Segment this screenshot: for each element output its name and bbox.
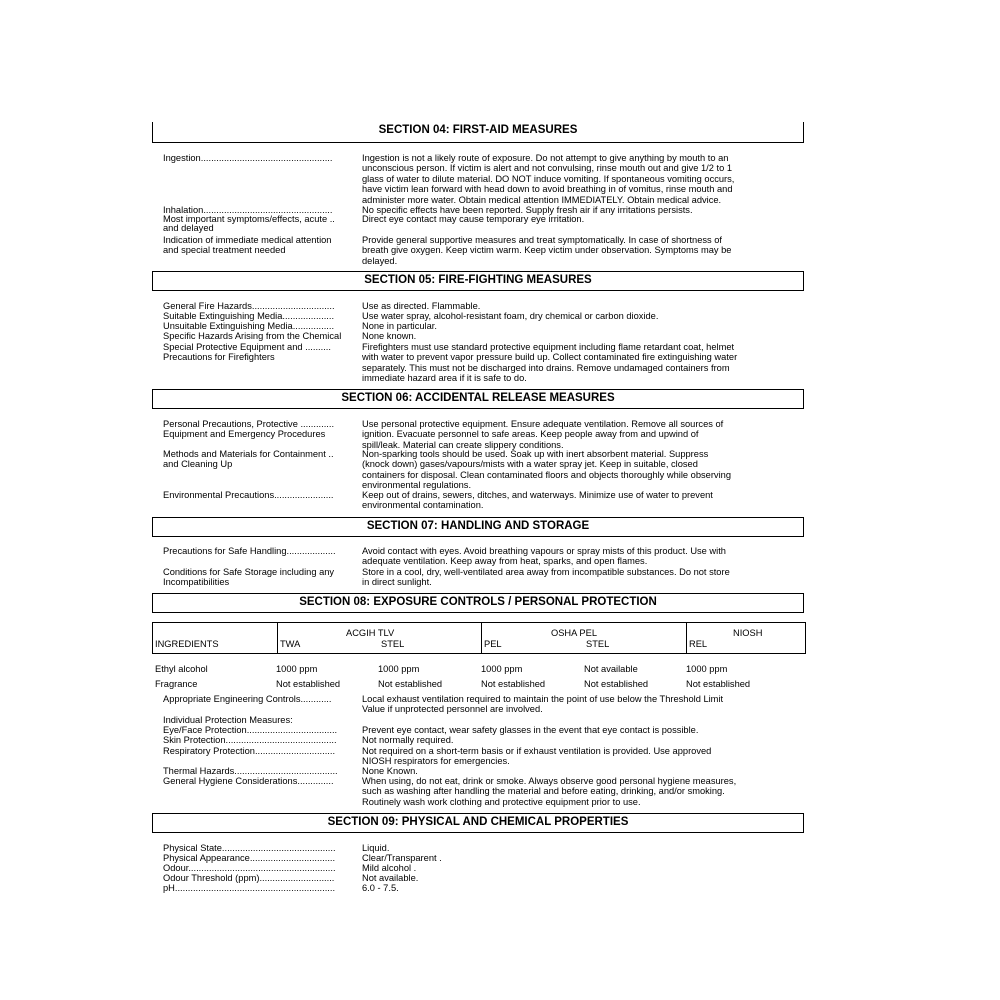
col-ingredients: INGREDIENTS [155, 639, 219, 649]
section-04-header: SECTION 04: FIRST-AID MEASURES [152, 122, 804, 143]
section-09-header: SECTION 09: PHYSICAL AND CHEMICAL PROPERTIES [152, 813, 804, 833]
rel-value: 1000 ppm [686, 664, 728, 674]
section-06-header: SECTION 06: ACCIDENTAL RELEASE MEASURES [152, 389, 804, 409]
ingestion-text-5: administer more water. Obtain medical attention IMMEDIATELY. Obtain medical advice. [362, 194, 722, 205]
physical-appearance-label: Physical Appearance................................. [163, 853, 336, 863]
inhalation-label: Inhalation.................................................. [163, 205, 333, 215]
safe-storage-label-2: Incompatibilities [163, 577, 230, 588]
specific-hazards-text: None known. [362, 331, 417, 341]
protective-label-2: Precautions for Firefighters [163, 352, 275, 363]
fire-hazards-label: General Fire Hazards................................ [163, 301, 335, 311]
safe-handling-text-1: Avoid contact with eyes. Avoid breathing vapours or spray mists of this product. Use with [362, 546, 726, 556]
safe-storage-text-1: Store in a cool, dry, well-ventilated area away from incompatible substances. Do not store [362, 567, 730, 577]
thermal-label: Thermal Hazards........................................ [163, 766, 338, 776]
containment-text-4: environmental regulations. [362, 480, 472, 491]
protective-text-1: Firefighters must use standard protective equipment including flame retardant coat, helmet [362, 342, 735, 352]
safe-handling-label: Precautions for Safe Handling................... [163, 546, 336, 556]
hygiene-text-3: Routinely wash work clothing and protective equipment prior to use. [362, 796, 641, 807]
suitable-media-text: Use water spray, alcohol-resistant foam, dry chemical or carbon dioxide. [362, 311, 659, 321]
medical-label-1: Indication of immediate medical attention [163, 235, 332, 245]
physical-appearance-value: Clear/Transparent . [362, 853, 442, 863]
col-rel: REL [689, 639, 708, 649]
col-acgih-tlv: ACGIH TLV [346, 628, 395, 638]
personal-label-1: Personal Precautions, Protective ............. [163, 419, 335, 429]
symptoms-label-1: Most important symptoms/effects, acute .. [163, 214, 335, 224]
symptoms-text: Direct eye contact may cause temporary eye irritation. [362, 214, 585, 224]
col-twa: TWA [280, 639, 301, 649]
stel-value: 1000 ppm [378, 664, 420, 674]
odour-threshold-value: Not available. [362, 873, 419, 883]
medical-label-2: and special treatment needed [163, 245, 286, 256]
col-pel: PEL [484, 639, 502, 649]
engineering-text-1: Local exhaust ventilation required to maintain the point of use below the Threshold Limit [362, 694, 724, 704]
safe-storage-text-2: in direct sunlight. [362, 577, 432, 588]
pel-value: Not established [481, 679, 546, 689]
protective-label-1: Special Protective Equipment and .......... [163, 342, 331, 352]
rel-value: Not established [686, 679, 751, 689]
respiratory-text-2: NIOSH respirators for emergencies. [362, 756, 510, 767]
environmental-text-2: environmental contamination. [362, 500, 484, 511]
odour-value: Mild alcohol . [362, 863, 417, 873]
suitable-media-label: Suitable Extinguishing Media.................... [163, 311, 335, 321]
symptoms-label-2: and delayed [163, 223, 214, 233]
engineering-label: Appropriate Engineering Controls............ [163, 694, 332, 704]
containment-label-1: Methods and Materials for Containment .. [163, 449, 334, 459]
hygiene-text-1: When using, do not eat, drink or smoke. Always observe good personal hygiene measures, [362, 776, 737, 786]
section-05-header: SECTION 05: FIRE-FIGHTING MEASURES [152, 271, 804, 291]
safe-handling-text-2: adequate ventilation. Keep away from heat, sparks, and open flames. [362, 556, 648, 567]
skin-protection-label: Skin Protection........................................... [163, 735, 337, 745]
environmental-text-1: Keep out of drains, sewers, ditches, and waterways. Minimize use of water to prevent [362, 490, 713, 500]
twa-value: 1000 ppm [276, 664, 318, 674]
protective-text-2: with water to prevent vapor pressure build up. Collect contaminated fire extinguishing water [362, 352, 738, 363]
table-row [155, 664, 805, 676]
pel-value: 1000 ppm [481, 664, 523, 674]
containment-text-2: (knock down) gases/vapours/mists with a water spray jet. Keep in suitable, closed [362, 459, 698, 470]
personal-text-3: spill/leak. Material can create slippery conditions. [362, 439, 564, 450]
eye-protection-text: Prevent eye contact, wear safety glasses in the event that eye contact is possible. [362, 725, 699, 735]
containment-text-3: containers for disposal. Clean contaminated floors and objects thoroughly while observing [362, 469, 731, 480]
respiratory-label: Respiratory Protection............................... [163, 746, 336, 756]
physical-state-label: Physical State............................................ [163, 843, 336, 853]
medical-text-1: Provide general supportive measures and treat symptomatically. In case of shortness of [362, 235, 722, 245]
personal-text-2: ignition. Evacuate personnel to safe areas. Keep people away from and upwind of [362, 429, 699, 440]
environmental-label: Environmental Precautions....................... [163, 490, 334, 500]
ingredient-name: Fragrance [155, 679, 198, 689]
ingredient-name: Ethyl alcohol [155, 664, 208, 674]
engineering-text-2: Value if unprotected personnel are involved. [362, 704, 543, 715]
protective-text-3: separately. This must not be discharged into drains. Remove undamaged containers from [362, 362, 730, 373]
skin-protection-text: Not normally required. [362, 735, 454, 745]
osha-stel-value: Not established [584, 679, 649, 689]
medical-attention-row [163, 235, 783, 267]
unsuitable-media-label: Unsuitable Extinguishing Media................ [163, 321, 335, 331]
fire-hazards-text: Use as directed. Flammable. [362, 301, 481, 311]
hygiene-label: General Hygiene Considerations.............. [163, 776, 334, 786]
personal-text-1: Use personal protective equipment. Ensure adequate ventilation. Remove all sources of [362, 419, 724, 429]
section-08-header: SECTION 08: EXPOSURE CONTROLS / PERSONAL PROTECTION [152, 593, 804, 613]
specific-hazards-label: Specific Hazards Arising from the Chemical [163, 331, 342, 341]
personal-label-2: Equipment and Emergency Procedures [163, 429, 326, 440]
table-row [155, 679, 805, 691]
ingestion-row [163, 153, 783, 205]
ingestion-text-1: Ingestion is not a likely route of exposure. Do not attempt to give anything by mouth to an [362, 153, 729, 163]
ingestion-text-3: glass of water to dilute material. DO NOT induce vomiting. If spontaneous vomiting occurs, [362, 173, 735, 184]
hygiene-text-2: such as washing after handling the material and before eating, drinking, and/or smoking. [362, 786, 725, 797]
col-niosh: NIOSH [733, 628, 763, 638]
medical-text-3: delayed. [362, 255, 398, 266]
individual-protection-label: Individual Protection Measures: [163, 715, 293, 725]
physical-state-value: Liquid. [362, 843, 390, 853]
eye-protection-label: Eye/Face Protection................................... [163, 725, 338, 735]
inhalation-text: No specific effects have been reported. Supply fresh air if any irritations persists. [362, 205, 693, 215]
twa-value: Not established [276, 679, 341, 689]
col-osha-pel: OSHA PEL [551, 628, 597, 638]
unsuitable-media-text: None in particular. [362, 321, 437, 331]
safe-storage-label-1: Conditions for Safe Storage including any [163, 567, 335, 577]
symptoms-row [163, 215, 783, 235]
respiratory-text-1: Not required on a short-term basis or if exhaust ventilation is provided. Use approved [362, 746, 712, 756]
ingestion-text-4: have victim lean forward with head down to avoid breathing in of vomitus, rinse mouth and [362, 184, 733, 195]
exposure-limits-table [152, 622, 806, 654]
thermal-text: None Known. [362, 766, 418, 776]
osha-stel-value: Not available [584, 664, 638, 674]
containment-label-2: and Cleaning Up [163, 459, 233, 470]
col-stel-acgih: STEL [381, 639, 405, 649]
section-07-header: SECTION 07: HANDLING AND STORAGE [152, 517, 804, 537]
protective-text-4: immediate hazard area if it is safe to do. [362, 373, 527, 384]
odour-threshold-label: Odour Threshold (ppm)............................. [163, 873, 335, 883]
ingestion-text-2: unconscious person. If victim is alert and not convulsing, rinse mouth out and give 1/2 to 1 [362, 163, 733, 174]
medical-text-2: breath give oxygen. Keep victim warm. Keep victim under observation. Symptoms may be [362, 245, 732, 256]
col-stel-osha: STEL [586, 639, 610, 649]
stel-value: Not established [378, 679, 443, 689]
containment-text-1: Non-sparking tools should be used. Soak up with inert absorbent material. Suppress [362, 449, 709, 459]
ph-label: pH.............................................................. [163, 883, 336, 893]
ingestion-label: Ingestion................................................... [163, 153, 333, 163]
odour-label: Odour......................................................... [163, 863, 336, 873]
ph-value: 6.0 - 7.5. [362, 883, 399, 893]
